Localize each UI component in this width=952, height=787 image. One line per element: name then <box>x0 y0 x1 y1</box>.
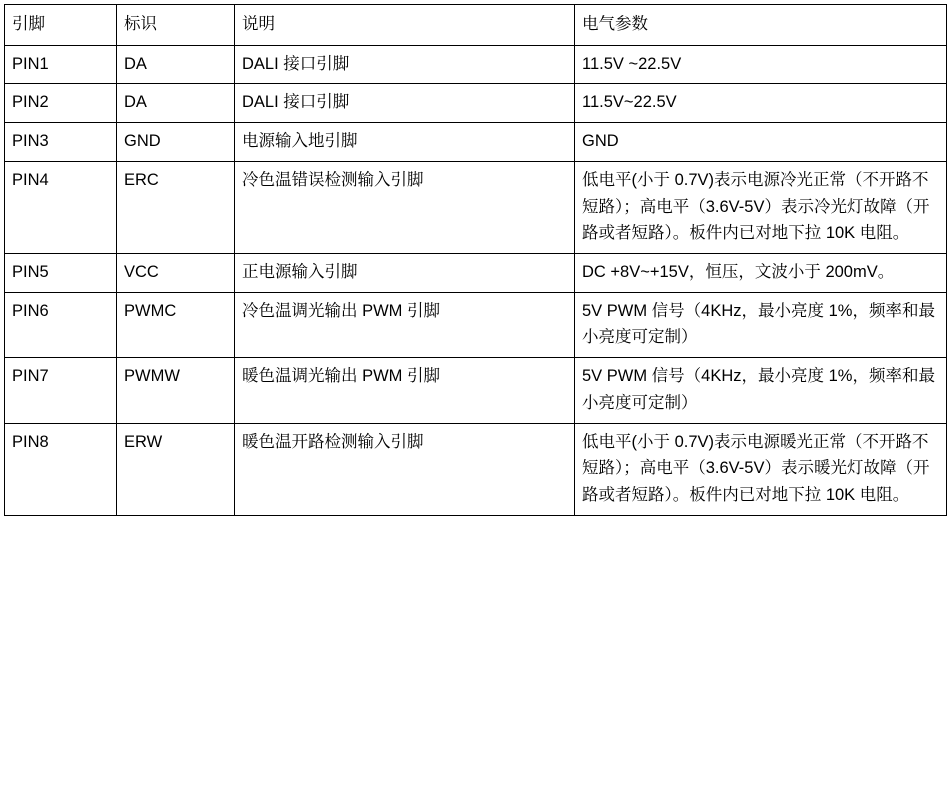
table-header-row <box>5 5 947 46</box>
table-row <box>5 123 947 162</box>
cell-param <box>575 161 947 253</box>
cell-desc <box>235 423 575 515</box>
mark-value: PWMW <box>124 367 180 386</box>
column-header-mark <box>117 5 235 46</box>
cell-desc <box>235 292 575 357</box>
pin-value: PIN7 <box>12 367 49 386</box>
desc-value: 暖色温开路检测输入引脚 <box>242 432 424 451</box>
pin-value: PIN4 <box>12 170 49 189</box>
column-header-param <box>575 5 947 46</box>
pin-value: PIN2 <box>12 93 49 112</box>
cell-pin <box>5 123 117 162</box>
pin-value: PIN6 <box>12 301 49 320</box>
cell-pin <box>5 423 117 515</box>
cell-desc <box>235 45 575 84</box>
mark-value: VCC <box>124 263 159 282</box>
param-value: 5V PWM 信号（4KHz，最小亮度 1%，频率和最小亮度可定制） <box>582 367 935 412</box>
table-row <box>5 84 947 123</box>
desc-value: 正电源输入引脚 <box>242 263 358 282</box>
param-value: 5V PWM 信号（4KHz，最小亮度 1%，频率和最小亮度可定制） <box>582 301 935 347</box>
table-row <box>5 45 947 84</box>
table-row <box>5 292 947 357</box>
cell-mark <box>117 358 235 423</box>
mark-value: ERC <box>124 170 159 189</box>
column-header-pin-label: 引脚 <box>12 15 45 33</box>
table-row <box>5 254 947 293</box>
pin-value: PIN1 <box>12 54 49 73</box>
cell-mark <box>117 161 235 253</box>
cell-param <box>575 84 947 123</box>
cell-pin <box>5 84 117 123</box>
cell-mark <box>117 423 235 515</box>
cell-mark <box>117 254 235 293</box>
cell-pin <box>5 254 117 293</box>
pin-value: PIN8 <box>12 432 49 451</box>
param-value: 11.5V~22.5V <box>582 93 677 112</box>
cell-pin <box>5 358 117 423</box>
mark-value: ERW <box>124 432 163 451</box>
mark-value: DA <box>124 54 147 73</box>
cell-mark <box>117 45 235 84</box>
table-row <box>5 358 947 423</box>
mark-value: GND <box>124 132 161 151</box>
pin-value: PIN3 <box>12 132 49 151</box>
cell-desc <box>235 123 575 162</box>
desc-value: 冷色温调光输出 PWM 引脚 <box>242 301 440 320</box>
column-header-mark-label: 标识 <box>124 15 157 33</box>
param-value: GND <box>582 132 619 151</box>
cell-desc <box>235 84 575 123</box>
column-header-pin <box>5 5 117 46</box>
desc-value: 暖色温调光输出 PWM 引脚 <box>242 367 440 386</box>
cell-pin <box>5 292 117 357</box>
cell-param <box>575 254 947 293</box>
param-value: 低电平(小于 0.7V)表示电源冷光正常（不开路不短路）；高电平（3.6V-5V）表示冷光灯故障（开路或者短路）。板件内已对地下拉 10K 电阻。 <box>582 170 930 243</box>
mark-value: PWMC <box>124 301 177 320</box>
cell-mark <box>117 292 235 357</box>
desc-value: DALI 接口引脚 <box>242 54 350 73</box>
param-value: 11.5V ~22.5V <box>582 54 682 73</box>
desc-value: 冷色温错误检测输入引脚 <box>242 170 424 189</box>
cell-param <box>575 423 947 515</box>
cell-desc <box>235 161 575 253</box>
cell-param <box>575 45 947 84</box>
pin-value: PIN5 <box>12 263 49 282</box>
cell-desc <box>235 358 575 423</box>
cell-param <box>575 358 947 423</box>
param-value: 低电平(小于 0.7V)表示电源暖光正常（不开路不短路）；高电平（3.6V-5V）表示暖光灯故障（开路或者短路）。板件内已对地下拉 10K 电阻。 <box>582 432 930 505</box>
desc-value: 电源输入地引脚 <box>242 132 358 151</box>
cell-pin <box>5 161 117 253</box>
mark-value: DA <box>124 93 147 112</box>
cell-mark <box>117 123 235 162</box>
param-value: DC +8V~+15V，恒压，文波小于 200mV。 <box>582 263 895 282</box>
cell-mark <box>117 84 235 123</box>
column-header-desc <box>235 5 575 46</box>
pin-definition-table <box>4 4 947 516</box>
column-header-desc-label: 说明 <box>242 15 275 33</box>
cell-desc <box>235 254 575 293</box>
column-header-param-label: 电气参数 <box>582 15 648 33</box>
cell-param <box>575 123 947 162</box>
table-row <box>5 161 947 253</box>
cell-pin <box>5 45 117 84</box>
cell-param <box>575 292 947 357</box>
table-row <box>5 423 947 515</box>
desc-value: DALI 接口引脚 <box>242 93 350 112</box>
